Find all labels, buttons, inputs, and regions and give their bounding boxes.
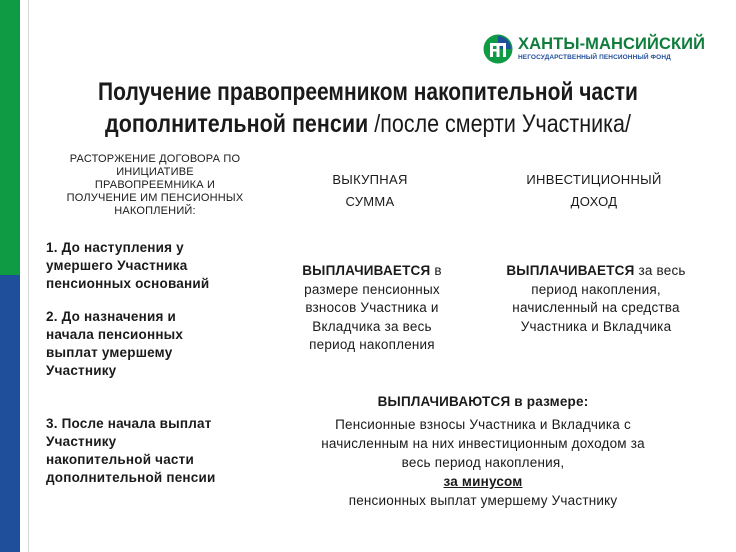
slide-border-line	[28, 0, 29, 552]
row-label-line: 1. До наступления у	[46, 240, 184, 255]
slide-title-bold-part: дополнительной пенсии	[105, 110, 369, 138]
investment-income-cell	[478, 262, 714, 336]
slide-title-line-1: Получение правопреемником накопительной части	[98, 78, 638, 106]
row-label-1	[46, 239, 261, 293]
npf-logo-icon	[483, 34, 513, 64]
column-header-line: ДОХОД	[570, 194, 618, 209]
row-label-line: выплат умершему	[46, 345, 173, 360]
cell-line	[262, 472, 704, 491]
cell-line: пенсионных выплат умершему Участнику	[348, 493, 618, 508]
cell-line-rest: в	[430, 263, 442, 278]
row-label-line: накопительной части	[46, 452, 194, 467]
column-header-line: ИНВЕСТИЦИОННЫЙ	[526, 172, 662, 187]
cell-line-rest: за весь	[634, 263, 686, 278]
cell-line: начисленным на них инвестиционным доходом за	[321, 436, 645, 451]
slide-title-line-2	[52, 110, 685, 139]
row-label-2	[46, 308, 261, 380]
cell-line	[478, 262, 714, 281]
payment-keyword: ВЫПЛАЧИВАЕТСЯ	[506, 263, 635, 278]
payment-keyword: ВЫПЛАЧИВАЕТСЯ	[302, 263, 431, 278]
row-label-line: умершего Участника	[46, 258, 188, 273]
corner-header-line: ПРАВОПРЕЕМНИКА И	[94, 179, 216, 191]
cell-line: начисленный на средства	[512, 300, 680, 315]
table-corner-header	[40, 153, 270, 218]
payment-keyword-plural: ВЫПЛАЧИВАЮТСЯ в размере:	[377, 394, 589, 409]
cell-line: Пенсионные взносы Участника и Вкладчика с	[335, 417, 631, 432]
column-header-line: ВЫКУПНАЯ	[332, 172, 408, 187]
left-stripe-green	[0, 0, 20, 275]
corner-header-line: ПОЛУЧЕНИЕ ИМ ПЕНСИОННЫХ	[66, 192, 244, 204]
logo-subtitle: НЕГОСУДАРСТВЕННЫЙ ПЕНСИОННЫЙ ФОНД	[518, 54, 671, 61]
redemption-payment-cell	[272, 262, 472, 355]
row-label-line: начала пенсионных	[46, 327, 184, 342]
row-label-3	[46, 415, 261, 487]
cell-line: Участника и Вкладчика	[520, 318, 672, 334]
row-label-line: пенсионных оснований	[46, 276, 210, 291]
logo-name: ХАНТЫ-МАНСИЙСКИЙ	[518, 35, 706, 53]
column-header-line: СУММА	[345, 194, 395, 209]
after-payment-start-cell	[262, 392, 704, 510]
column-header-redemption	[282, 169, 458, 213]
cell-line: весь период накопления,	[401, 455, 565, 470]
row-label-line: Участнику	[46, 434, 117, 449]
cell-line	[272, 262, 472, 281]
left-stripe-blue	[0, 275, 20, 552]
row-label-line: Участнику	[46, 363, 117, 378]
cell-line: период накопления,	[531, 281, 661, 297]
corner-header-line: ИНИЦИАТИВЕ	[116, 166, 194, 178]
corner-header-line: НАКОПЛЕНИЙ:	[114, 205, 196, 217]
minus-note: за минусом	[443, 474, 523, 489]
cell-line: Вкладчика за весь	[312, 318, 432, 334]
corner-header-line: РАСТОРЖЕНИЕ ДОГОВОРА ПО	[69, 153, 241, 165]
slide-title-rest: /после смерти Участника/	[368, 110, 631, 138]
fund-logo	[483, 34, 723, 66]
cell-line: размере пенсионных	[304, 281, 440, 297]
cell-line: период накопления	[309, 337, 435, 352]
row-label-line: дополнительной пенсии	[46, 470, 216, 485]
column-header-income	[494, 169, 694, 213]
row-label-line: 2. До назначения и	[46, 309, 176, 324]
cell-line: взносов Участника и	[305, 300, 439, 315]
row-label-line: 3. После начала выплат	[46, 416, 212, 431]
